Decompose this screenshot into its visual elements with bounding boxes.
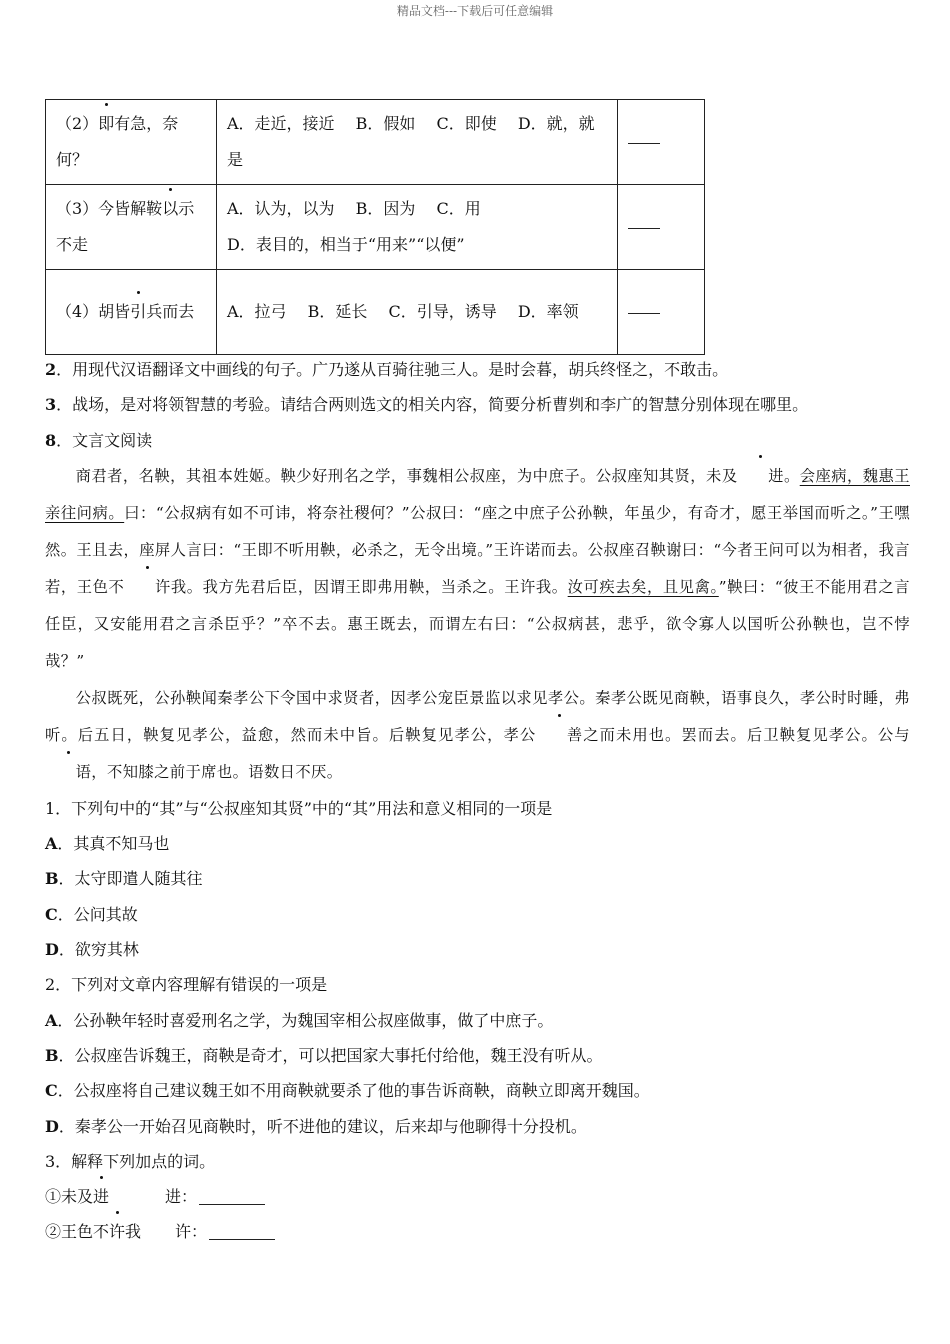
main-content (45, 352, 910, 1250)
passage-paragraph-1: 商君者，名鞅，其祖本姓姬。鞅少好刑名之学，事魏相公叔座，为中庶子。公叔座知其贤，未及 进。会座病，魏惠王亲往问病。曰：“公叔病有如不可讳，将奈社稷何？”公叔曰：“座之中庶子公孙鞅，年虽少，有奇才，愿王举国而听之。”王嘿然。王且去，座屏人言曰：“王即不听用鞅，必杀之，无令出境。”王许诺而去。公叔座召鞅谢曰：“今者王问可以为相者，我言若，王色不 许我。我方先君后臣，因谓王即弗用鞅，当杀之。王许我。汝可疾去矣，且见禽。”鞅曰：“彼王不能用君之言任臣，又安能用君之言杀臣乎？”卒不去。惠王既去，而谓左右曰：“公叔病甚，悲乎，欲令寡人以国听公孙鞅也，岂不悖哉？” (45, 458, 910, 680)
emphasis-dot-char: 进 (738, 458, 784, 495)
emphasis-dot-char: 许 (124, 569, 170, 606)
table-row (46, 185, 705, 270)
emphasis-dot-char: 以 (162, 191, 178, 227)
question-cell: （2）即有急，奈何？ (46, 100, 217, 185)
emphasis-dot-char: 即 (98, 106, 114, 142)
emphasis-dot-char: 善 (536, 717, 582, 754)
question-cell: （4）胡皆引兵而去 (46, 270, 217, 355)
underlined-sentence: 汝可疾去矣，且见禽。 (567, 577, 719, 596)
question-2: 2．用现代汉语翻译文中画线的句子。广乃遂从百骑往驰三人。是时会暮，胡兵终怪之，不敢击。 (45, 360, 729, 379)
answer-blank[interactable] (618, 185, 705, 270)
page-header: 精品文档---下载后可任意编辑 (396, 4, 554, 18)
mcq1-option-d[interactable]: D．欲穷其林 (45, 940, 139, 960)
question-cell: （3）今皆解鞍以示不走 (46, 185, 217, 270)
emphasis-dot-char: 引 (130, 294, 146, 330)
mcq2-option-d[interactable]: D．秦孝公一开始召见商鞅时，听不进他的建议，后来却与他聊得十分投机。 (45, 1116, 587, 1136)
options-cell: A．认为，以为 B．因为 C．用 D．表目的，相当于“用来”“以便” (217, 185, 618, 270)
emphasis-dot-char: 许 (109, 1214, 125, 1249)
emphasis-dot-char: 语 (45, 754, 91, 791)
underlined-sentence: 会座病，魏惠王亲往问病。 (45, 466, 910, 522)
answer-blank[interactable] (199, 1203, 265, 1205)
mcq2-stem: 2．下列对文章内容理解有错误的一项是 (45, 975, 328, 995)
q3b-item-1: ①未及进 进： (45, 1179, 910, 1214)
options-cell: A．走近，接近 B．假如 C．即使 D．就，就是 (217, 100, 618, 185)
q3b-stem: 3．解释下列加点的词。 (45, 1151, 216, 1171)
q3b-item-2: ②王色不许我 许： (45, 1214, 910, 1249)
section-8-title: 8．文言文阅读 (45, 430, 153, 450)
mcq2-option-a[interactable]: A．公孙鞅年轻时喜爱刑名之学，为魏国宰相公叔座做事，做了中庶子。 (45, 1010, 554, 1030)
answer-blank[interactable] (618, 270, 705, 355)
mcq1-option-a[interactable]: A．其真不知马也 (45, 834, 170, 854)
answer-blank[interactable] (209, 1238, 275, 1240)
options-cell: A．拉弓 B．延长 C．引导，诱导 D．率领 (217, 270, 618, 355)
passage-paragraph-2: 公叔既死，公孙鞅闻秦孝公下令国中求贤者，因孝公宠臣景监以求见孝公。秦孝公既见商鞅，语事良久，孝公时时睡，弗听。后五日，鞅复见孝公，益愈，然而未中旨。后鞅复见孝公，孝公 善之而未用也。罢而去。后卫鞅复见孝公。公与语，不知膝之前于席也。语数日不厌。 (45, 680, 910, 791)
classical-passage (45, 458, 910, 791)
mcq2-option-b[interactable]: B．公叔座告诉魏王，商鞅是奇才，可以把国家大事托付给他，魏王没有听从。 (45, 1045, 603, 1065)
mcq1-option-c[interactable]: C．公问其故 (45, 904, 138, 924)
mcq2-option-c[interactable]: C．公叔座将自己建议魏王如不用商鞅就要杀了他的事告诉商鞅，商鞅立即离开魏国。 (45, 1081, 650, 1101)
table-row (46, 270, 705, 355)
mcq1-option-b[interactable]: B．太守即遣人随其往 (45, 869, 203, 889)
question-3: 3．战场，是对将领智慧的考验。请结合两则选文的相关内容，简要分析曹刿和李广的智慧分别体现在哪里。 (45, 395, 809, 415)
vocab-table (45, 99, 705, 355)
table-row (46, 100, 705, 185)
mcq1-stem: 1．下列句中的“其”与“公叔座知其贤”中的“其”用法和意义相同的一项是 (45, 798, 553, 818)
emphasis-dot-char: 进 (93, 1179, 109, 1214)
answer-blank[interactable] (618, 100, 705, 185)
